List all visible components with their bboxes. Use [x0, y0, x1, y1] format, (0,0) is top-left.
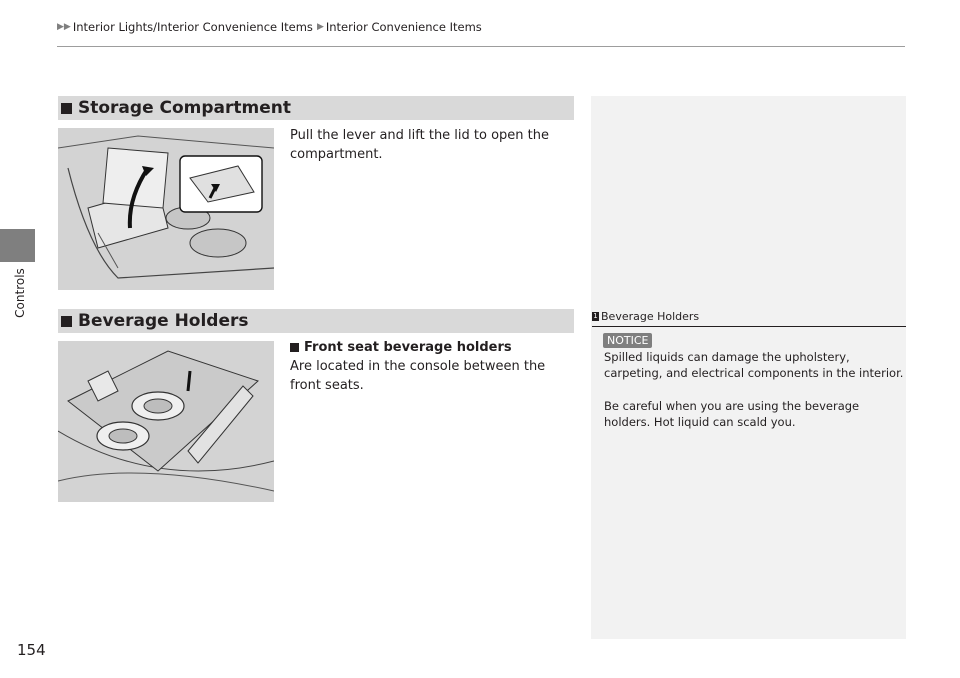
chapter-tab-label: Controls	[13, 268, 27, 318]
sub-heading-front-seat	[290, 338, 580, 357]
note-heading	[592, 310, 699, 323]
note-rule	[592, 326, 906, 327]
beverage-holders-text: Are located in the console between the front seats.	[290, 359, 546, 393]
sub-heading-label: Front seat beverage holders	[304, 340, 512, 355]
section-header-storage	[58, 96, 574, 120]
notice-badge: NOTICE	[603, 333, 652, 348]
storage-compartment-illustration	[58, 128, 274, 290]
page-number: 154	[17, 641, 46, 659]
section-title: Storage Compartment	[78, 98, 292, 118]
square-bullet-icon	[61, 316, 72, 327]
section-header-beverage	[58, 309, 574, 333]
breadcrumb-item-convenience[interactable]: Interior Convenience Items	[325, 20, 482, 34]
breadcrumb-arrow-icon: ▶	[316, 22, 324, 32]
beverage-holders-image	[58, 341, 274, 502]
breadcrumb-item-interior-lights[interactable]: Interior Lights/Interior Convenience Items	[72, 20, 313, 34]
chapter-tab[interactable]	[0, 229, 35, 262]
caution-text: Be careful when you are using the beverage holders. Hot liquid can scald you.	[604, 399, 860, 429]
breadcrumb-arrow-icon: ▶▶	[57, 22, 71, 32]
square-bullet-icon	[61, 103, 72, 114]
storage-compartment-image	[58, 128, 274, 290]
section-title: Beverage Holders	[78, 311, 249, 331]
note-heading-label: Beverage Holders	[601, 310, 700, 323]
beverage-holders-illustration	[58, 341, 274, 502]
notice-text: Spilled liquids can damage the upholstery, carpeting, and electrical components in the interior.	[604, 350, 904, 380]
square-bullet-icon	[290, 343, 299, 352]
storage-compartment-text: Pull the lever and lift the lid to open the compartment.	[290, 128, 550, 162]
breadcrumb	[57, 20, 486, 34]
beverage-holders-text-block	[290, 338, 580, 395]
chapter-tab-label-wrap	[8, 266, 28, 326]
header-rule	[57, 46, 905, 47]
note-reference-icon: 1	[593, 312, 598, 320]
